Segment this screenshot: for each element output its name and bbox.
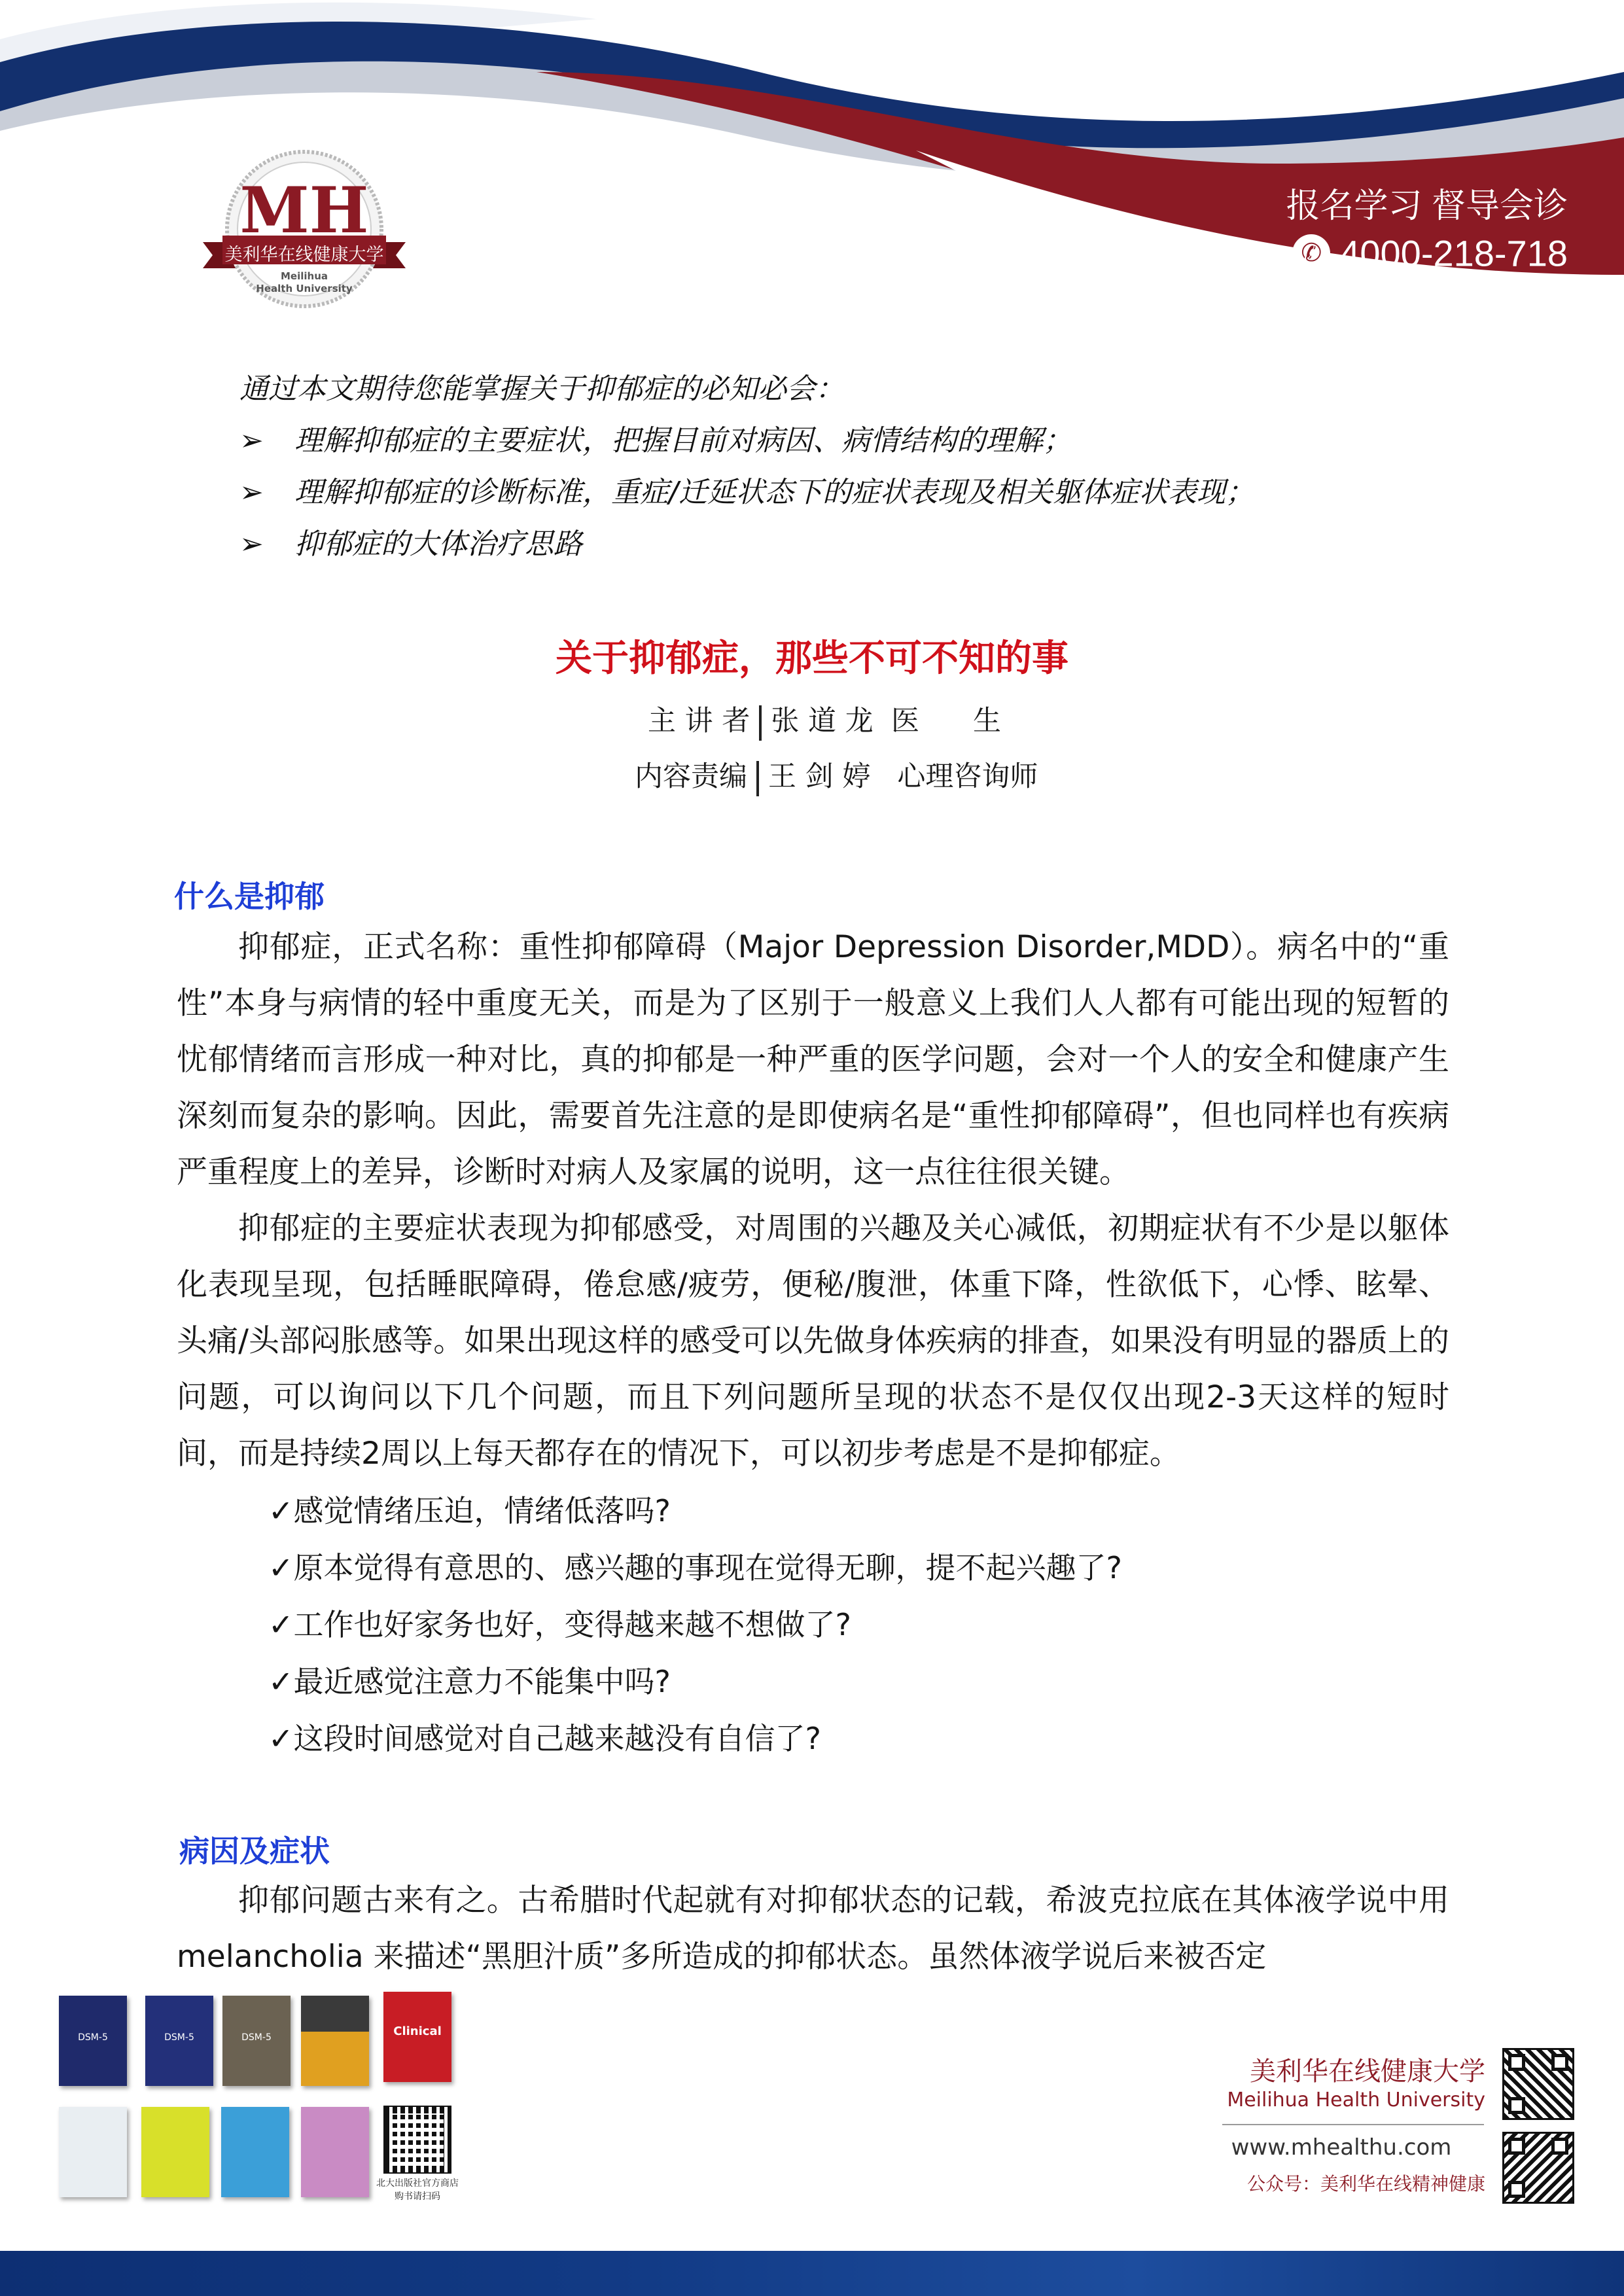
footer-wechat: 公众号：美利华在线精神健康 [1246, 2173, 1485, 2195]
logo-ribbon-text: 美利华在线健康大学 [224, 245, 384, 265]
checklist-item: ✓原本觉得有意思的、感兴趣的事现在觉得无聊，提不起兴趣了? [268, 1550, 1122, 1585]
checklist-item: ✓最近感觉注意力不能集中吗? [268, 1664, 671, 1699]
book-cover: Clinical [383, 1992, 451, 2082]
check-icon: ✓ [268, 1493, 294, 1528]
footer-brand-en: Meilihua Health University [1227, 2089, 1485, 2111]
body-paragraph: 抑郁症的主要症状表现为抑郁感受，对周围的兴趣及关心减低，初期症状有不少是以躯体化表现呈现，包括睡眠障碍，倦怠感/疲劳，便秘/腹泄，体重下降，性欲低下，心悸、眩晕、头痛/头部闷胀感等。如果出现这样的感受可以先做身体疾病的排查，如果没有明显的器质上的问题，可以询问以下几个问题，而且下列问题所呈现的状态不是仅仅出现2-3天这样的短时间，而是持续2周以上每天都存在的情况下，可以初步考虑是不是抑郁症。 [177, 1210, 1449, 1472]
book-cover: DSM-5 [222, 1996, 291, 2086]
section-heading: 病因及症状 [179, 1833, 330, 1869]
body-paragraph: 抑郁问题古来有之。古希腊时代起就有对抑郁状态的记载，希波克拉底在其体液学说中用 melancholia 来描述“黑胆汁质”多所造成的抑郁状态。虽然体液学说后来被否定 [177, 1882, 1449, 1975]
footer-website[interactable]: www.mhealthu.com [1231, 2134, 1452, 2161]
phone-line [1292, 229, 1568, 275]
footer-brand-cn: 美利华在线健康大学 [1250, 2057, 1485, 2087]
cta-text: 报名学习 督导会诊 [1286, 187, 1568, 225]
footer-divider [1222, 2124, 1484, 2125]
footer-qr-code[interactable] [1502, 2132, 1574, 2204]
body-paragraph: 抑郁症，正式名称：重性抑郁障碍（Major Depression Disorder,MDD）。病名中的“重性”本身与病情的轻中重度无关，而是为了区别于一般意义上我们人人都有可能出现的短暂的忧郁情绪而言形成一种对比，真的抑郁是一种严重的医学问题，会对一个人的安全和健康产生深刻而复杂的影响。因此，需要首先注意的是即使病名是“重性抑郁障碍”，但也同样也有疾病严重程度上的差异，诊断时对病人及家属的说明，这一点往往很关键。 [177, 929, 1449, 1190]
check-icon: ✓ [268, 1721, 294, 1756]
book-cover: DSM-5 [145, 1996, 213, 2086]
university-logo [196, 144, 412, 314]
arrow-bullet-icon: ➢ [239, 476, 264, 509]
logo-monogram: MH [239, 173, 369, 247]
footer-qr-code[interactable] [1502, 2048, 1574, 2120]
check-icon: ✓ [268, 1607, 294, 1642]
article-title: 关于抑郁症，那些不可不知的事 [556, 637, 1068, 680]
arrow-bullet-icon: ➢ [239, 424, 264, 457]
checklist-item: ✓感觉情绪压迫，情绪低落吗? [268, 1493, 671, 1528]
check-icon: ✓ [268, 1550, 294, 1585]
intro-bullet: ➢ 抑郁症的大体治疗思路 [239, 527, 582, 561]
book-cover: DSM-5 [59, 1996, 127, 2086]
book-cover [301, 1996, 369, 2086]
logo-subtitle-2: Health University [256, 283, 353, 294]
checklist-item: ✓工作也好家务也好，变得越来越不想做了? [268, 1607, 851, 1642]
bookstore-qr-caption: 购书请扫码 [395, 2191, 440, 2202]
book-cover [301, 2107, 369, 2197]
book-cover [141, 2107, 209, 2197]
phone-icon: ✆ [1292, 234, 1330, 272]
book-cover [221, 2107, 289, 2197]
check-icon: ✓ [268, 1664, 294, 1699]
footer-bottom-bar [0, 2251, 1624, 2296]
credit-speaker: 主 讲 者 张 道 龙 医 生 [648, 699, 1001, 741]
intro-bullet: ➢ 理解抑郁症的诊断标准，重症/迁延状态下的症状表现及相关躯体症状表现； [239, 476, 1254, 509]
book-cover [59, 2107, 127, 2197]
bookstore-qr-code[interactable] [385, 2107, 450, 2172]
credit-editor: 内容责编 王 剑 婷 心理咨询师 [635, 754, 1038, 796]
intro-lead: 通过本文期待您能掌握关于抑郁症的必知必会： [239, 372, 844, 406]
bookstore-qr-caption: 北大出版社官方商店 [376, 2178, 459, 2189]
intro-bullet: ➢ 理解抑郁症的主要症状，把握目前对病因、病情结构的理解； [239, 424, 1072, 457]
book-covers [59, 1992, 465, 2208]
phone-number: 4000-218-718 [1339, 232, 1568, 274]
section-heading: 什么是抑郁 [174, 879, 325, 914]
arrow-bullet-icon: ➢ [239, 527, 264, 561]
logo-subtitle-1: Meilihua [280, 270, 328, 282]
checklist-item: ✓这段时间感觉对自己越来越没有自信了? [268, 1721, 821, 1756]
